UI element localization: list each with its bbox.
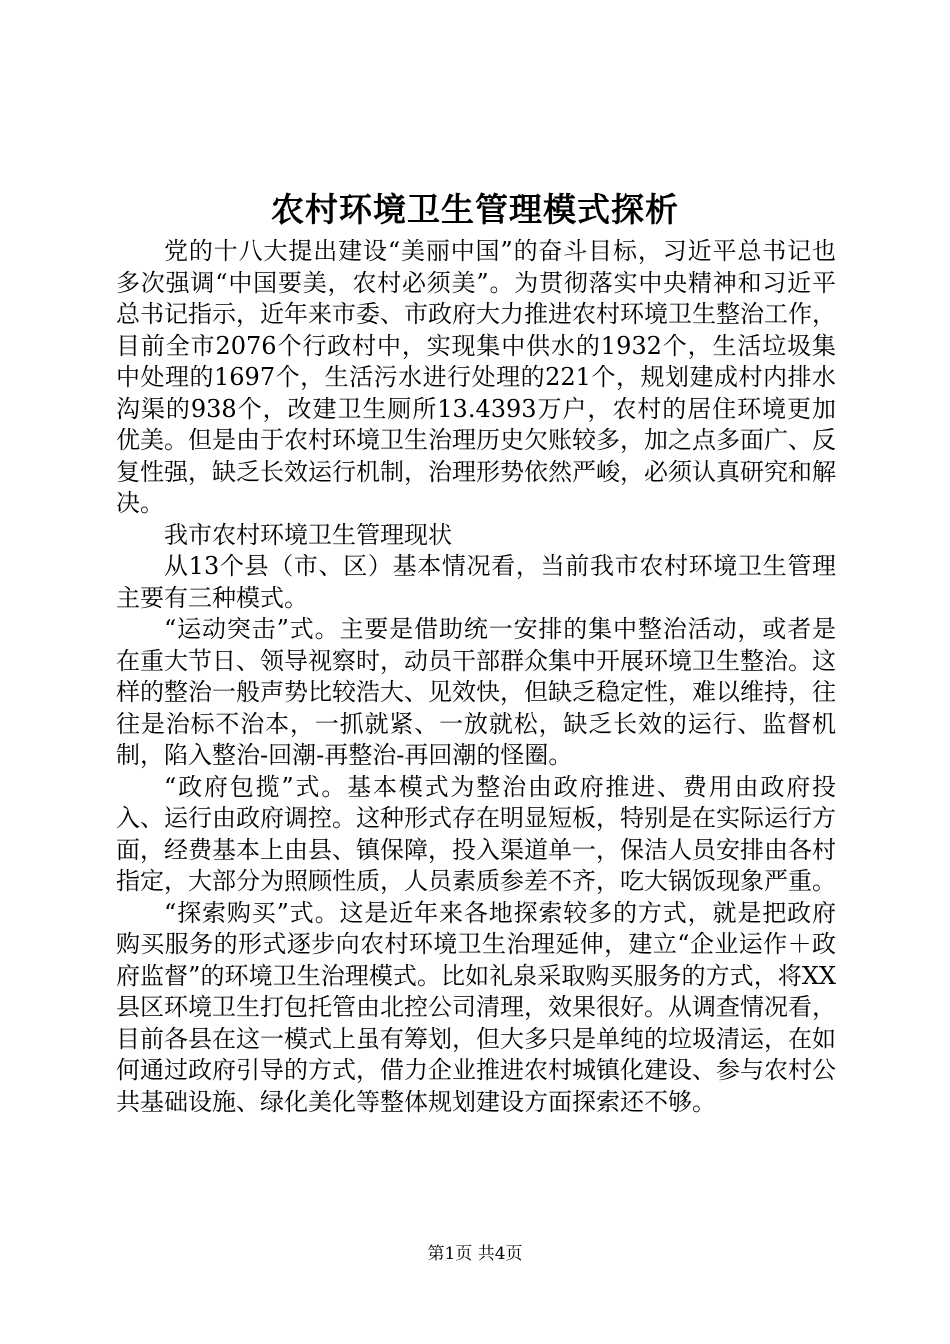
- document-title: 农村环境卫生管理模式探析: [271, 190, 679, 229]
- paragraph-intro: 党的十八大提出建设“美丽中国”的奋斗目标，习近平总书记也多次强调“中国要美，农村必须美”。为贯彻落实中央精神和习近平总书记指示，近年来市委、市政府大力推进农村环境卫生整治工作，目前全市2076个行政村中，实现集中供水的1932个，生活垃圾集中处理的1697个，生活污水进行处理的221个，规划建成村内排水沟渠的938个，改建卫生厕所13.4393万户，农村的居住环境更加优美。但是由于农村环境卫生治理历史欠账较多，加之点多面广、反复性强，缺乏长效运行机制，治理形势依然严峻，必须认真研究和解决。: [116, 237, 836, 517]
- paragraph-mode-purchase: “探索购买”式。这是近年来各地探索较多的方式，就是把政府购买服务的形式逐步向农村环境卫生治理延伸，建立“企业运作＋政府监督”的环境卫生治理模式。比如礼泉采取购买服务的方式，将XX县区环境卫生打包托管由北控公司清理，效果很好。从调查情况看，目前各县在这一模式上虽有筹划，但大多只是单纯的垃圾清运，在如何通过政府引导的方式，借力企业推进农村城镇化建设、参与农村公共基础设施、绿化美化等整体规划建设方面探索还不够。: [116, 898, 836, 1116]
- section-heading-status: 我市农村环境卫生管理现状: [164, 520, 452, 549]
- paragraph-mode-campaign: “运动突击”式。主要是借助统一安排的集中整治活动，或者是在重大节日、领导视察时，动员干部群众集中开展环境卫生整治。这样的整治一般声势比较浩大、见效快，但缺乏稳定性，难以维持，往往是治标不治本，一抓就紧、一放就松，缺乏长效的运行、监督机制，陷入整治-回潮-再整治-再回潮的怪圈。: [116, 615, 836, 769]
- page-number-footer: 第1页 共4页: [427, 1244, 523, 1264]
- paragraph-overview: 从13个县（市、区）基本情况看，当前我市农村环境卫生管理主要有三种模式。: [116, 552, 836, 612]
- document-body: [116, 236, 836, 1118]
- paragraph-mode-government: “政府包揽”式。基本模式为整治由政府推进、费用由政府投入、运行由政府调控。这种形式存在明显短板，特别是在实际运行方面，经费基本上由县、镇保障，投入渠道单一，保洁人员安排由各村指定，大部分为照顾性质，人员素质参差不齐，吃大锅饭现象严重。: [116, 772, 836, 895]
